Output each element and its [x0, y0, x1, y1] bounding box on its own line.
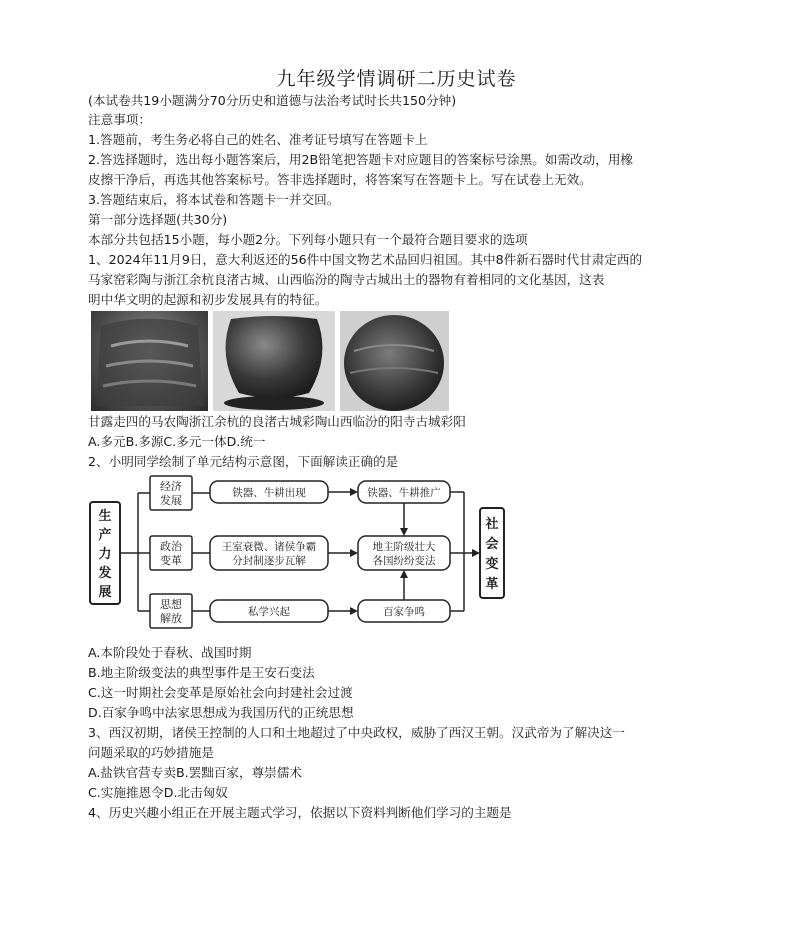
- social-change-char-3: 变: [485, 557, 499, 572]
- pottery-photos: [91, 311, 449, 411]
- q3-line-1: 3、西汉初期，诸侯王控制的人口和土地超过了中央政权，威胁了西汉王朝。汉武帝为了解决这一: [88, 725, 625, 740]
- category-economy-line-1: 经济: [160, 480, 182, 493]
- part1-intro: 本部分共包括15小题，每小题2分。下列每小题只有一个最符合题目要求的选项: [88, 232, 528, 247]
- q2-option-b: B.地主阶级变法的典型事件是王安石变法: [88, 665, 315, 680]
- taosi-pottery-photo: [340, 311, 449, 411]
- category-economy-line-2: 发展: [160, 494, 182, 507]
- landlord-reform-line-1: 地主阶级壮大: [372, 541, 436, 553]
- q2-option-d: D.百家争鸣中法家思想成为我国历代的正统思想: [88, 705, 354, 720]
- notice-heading: 注意事项：: [88, 112, 151, 127]
- q1-line-3: 明中华文明的起源和初步发展具有的特征。: [88, 292, 328, 307]
- category-politics-line-1: 政治: [160, 540, 182, 553]
- notice-3: 3.答题结束后，将本试卷和答题卡一并交回。: [88, 192, 340, 207]
- social-change-char-1: 社: [485, 517, 499, 532]
- iron-ox-spread-label: 铁器、牛耕推广: [367, 487, 441, 499]
- notice-2-cont: 皮擦干净后，再选其他答案标号。答非选择题时，将答案写在答题卡上。写在试卷上无效。: [88, 172, 592, 187]
- productivity-char-3: 力: [98, 547, 112, 562]
- q3-options-cd: C.实施推恩令D.北击匈奴: [88, 785, 228, 800]
- exam-subtitle: (本试卷共19小题满分70分历史和道德与法治考试时长共150分钟): [88, 93, 457, 108]
- exam-title: 九年级学情调研二历史试卷: [276, 68, 517, 90]
- feudal-decline-line-1: 王室衰微、诸侯争霸: [221, 541, 317, 553]
- category-politics-line-2: 变革: [160, 554, 182, 567]
- majiayao-pottery-photo: [91, 311, 208, 411]
- q1-image-caption: 甘露走四的马农陶浙江余杭的良渚古城彩陶山西临汾的阳寺古城彩阳: [88, 414, 466, 429]
- social-change-char-4: 革: [485, 577, 499, 592]
- q3-line-2: 问题采取的巧妙措施是: [88, 745, 214, 760]
- unit-structure-diagram: [88, 474, 508, 638]
- productivity-char-4: 发: [98, 566, 112, 581]
- q4-stem: 4、历史兴趣小组正在开展主题式学习，依据以下资料判断他们学习的主题是: [88, 805, 512, 820]
- category-thought-line-2: 解放: [160, 612, 182, 625]
- private-school-label: 私学兴起: [248, 606, 290, 618]
- q3-options-ab: A.盐铁官营专卖B.罢黜百家，尊崇儒术: [88, 765, 302, 780]
- q2-option-a: A.本阶段处于春秋、战国时期: [88, 645, 252, 660]
- notice-1: 1.答题前，考生务必将自己的姓名、准考证号填写在答题卡上: [88, 132, 428, 147]
- part1-heading: 第一部分选择题(共30分): [88, 212, 228, 227]
- notice-2: 2.答选择题时，选出每小题答案后，用2B铅笔把答题卡对应题目的答案标号涂黑。如需改动，用橡: [88, 152, 634, 167]
- q1-options: A.多元B.多源C.多元一体D.统一: [88, 434, 266, 449]
- landlord-reform-line-2: 各国纷纷变法: [372, 555, 436, 567]
- q2-stem: 2、小明同学绘制了单元结构示意图，下面解读正确的是: [88, 454, 399, 469]
- q1-line-1: 1、2024年11月9日，意大利返还的56件中国文物艺术品回归祖国。其中8件新石器时代甘肃定西的: [88, 252, 643, 267]
- feudal-decline-line-2: 分封制逐步瓦解: [232, 555, 306, 567]
- productivity-char-5: 展: [98, 585, 112, 600]
- social-change-char-2: 会: [485, 537, 499, 552]
- productivity-char-1: 生: [98, 509, 112, 524]
- productivity-char-2: 产: [98, 528, 112, 543]
- q2-option-c: C.这一时期社会变革是原始社会向封建社会过渡: [88, 685, 353, 700]
- category-thought-line-1: 思想: [160, 598, 182, 611]
- iron-ox-appear-label: 铁器、牛耕出现: [232, 487, 306, 499]
- hundred-schools-label: 百家争鸣: [383, 606, 425, 618]
- liangzhu-pottery-photo: [213, 311, 335, 411]
- q1-line-2: 马家窑彩陶与浙江余杭良渚古城、山西临汾的陶寺古城出土的器物有着相同的文化基因，这表: [88, 272, 605, 287]
